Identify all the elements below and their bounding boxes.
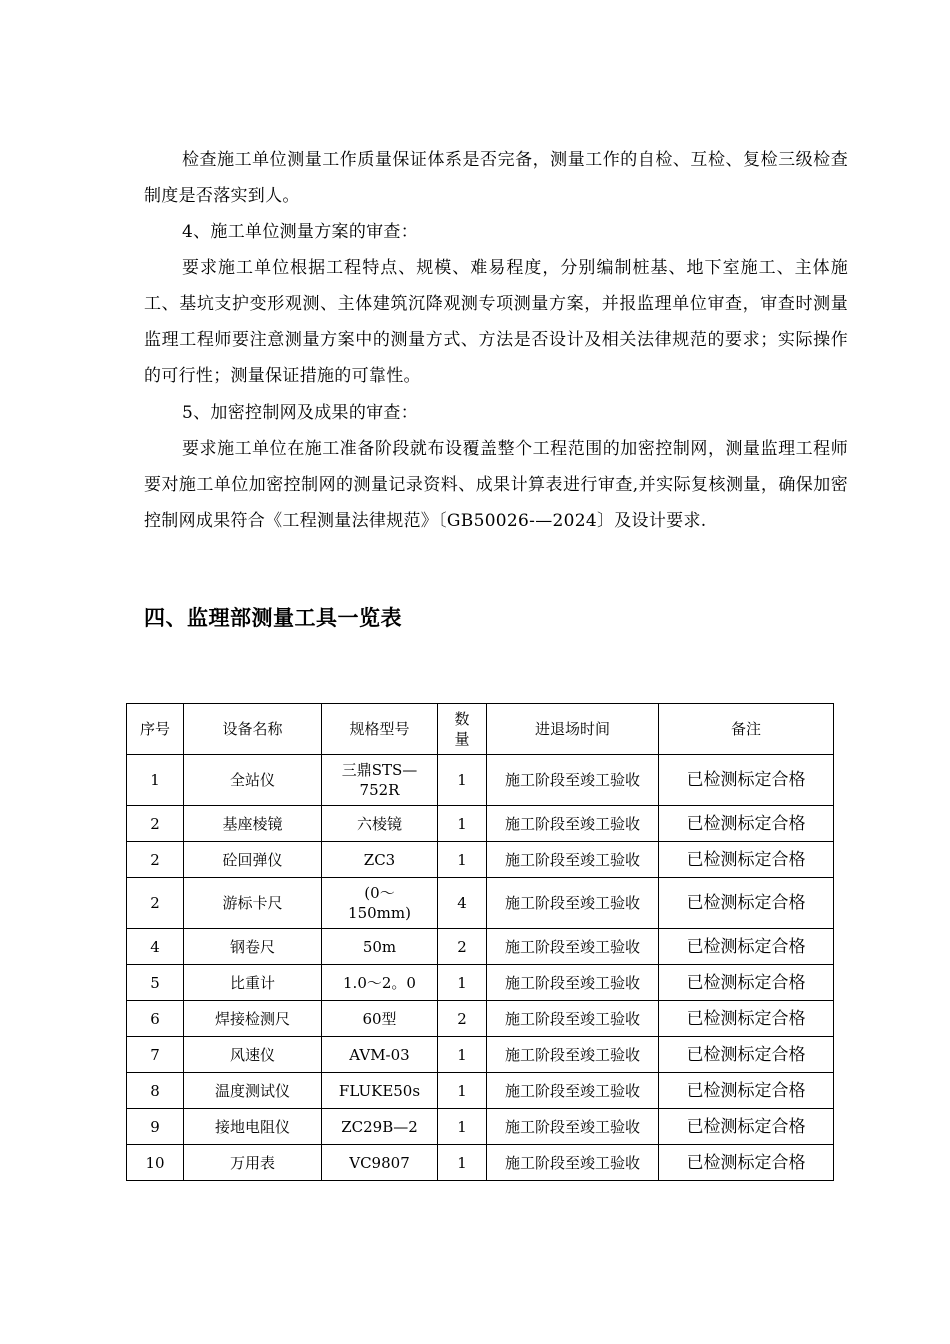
cell-device-name: 基座棱镜 <box>184 806 322 842</box>
cell-model: AVM-03 <box>322 1037 438 1073</box>
cell-remark: 已检测标定合格 <box>659 878 834 929</box>
header-index: 序号 <box>127 704 184 755</box>
table-row <box>127 806 834 842</box>
cell-index: 9 <box>127 1109 184 1145</box>
cell-quantity: 1 <box>438 755 487 806</box>
cell-model: ZC29B—2 <box>322 1109 438 1145</box>
table-row <box>127 755 834 806</box>
cell-index: 6 <box>127 1001 184 1037</box>
cell-quantity: 4 <box>438 878 487 929</box>
cell-quantity: 1 <box>438 1073 487 1109</box>
cell-period: 施工阶段至竣工验收 <box>487 842 659 878</box>
cell-remark: 已检测标定合格 <box>659 1073 834 1109</box>
header-device-name: 设备名称 <box>184 704 322 755</box>
cell-quantity: 1 <box>438 965 487 1001</box>
cell-quantity: 1 <box>438 1145 487 1181</box>
cell-remark: 已检测标定合格 <box>659 929 834 965</box>
cell-device-name: 钢卷尺 <box>184 929 322 965</box>
cell-quantity: 1 <box>438 806 487 842</box>
table-header-row <box>127 704 834 755</box>
cell-model: 三鼎STS—752R <box>322 755 438 806</box>
cell-model: (0～150mm) <box>322 878 438 929</box>
cell-model: 60型 <box>322 1001 438 1037</box>
table-row <box>127 1109 834 1145</box>
cell-remark: 已检测标定合格 <box>659 1037 834 1073</box>
paragraph-heading-survey-plan: 4、施工单位测量方案的审查： <box>182 222 419 242</box>
cell-index: 10 <box>127 1145 184 1181</box>
cell-quantity: 1 <box>438 1037 487 1073</box>
cell-index: 2 <box>127 806 184 842</box>
cell-quantity: 2 <box>438 929 487 965</box>
cell-remark: 已检测标定合格 <box>659 755 834 806</box>
cell-period: 施工阶段至竣工验收 <box>487 1001 659 1037</box>
table-row <box>127 929 834 965</box>
cell-index: 4 <box>127 929 184 965</box>
header-quantity: 数量 <box>438 704 487 755</box>
cell-period: 施工阶段至竣工验收 <box>487 1073 659 1109</box>
cell-period: 施工阶段至竣工验收 <box>487 1145 659 1181</box>
cell-period: 施工阶段至竣工验收 <box>487 1109 659 1145</box>
cell-model: FLUKE50s <box>322 1073 438 1109</box>
cell-index: 5 <box>127 965 184 1001</box>
paragraph-survey-plan-review: 要求施工单位根据工程特点、规模、难易程度，分别编制桩基、地下室施工、主体施工、基坑支护变形观测、主体建筑沉降观测专项测量方案，并报监理单位审查，审查时测量监理工程师要注意测量方案中的测量方式、方法是否设计及相关法律规范的要求；实际操作的可行性；测量保证措施的可靠性。 <box>144 258 848 386</box>
cell-model: ZC3 <box>322 842 438 878</box>
survey-tools-table <box>126 703 834 1181</box>
cell-model: 50m <box>322 929 438 965</box>
section-heading: 四、监理部测量工具一览表 <box>144 605 402 630</box>
paragraph-control-network-review: 要求施工单位在施工准备阶段就布设覆盖整个工程范围的加密控制网，测量监理工程师要对施工单位加密控制网的测量记录资料、成果计算表进行审查,并实际复核测量，确保加密控制网成果符合《工程测量法律规范》〔GB50026-—2024〕及设计要求. <box>144 439 848 531</box>
cell-index: 8 <box>127 1073 184 1109</box>
table-row <box>127 1001 834 1037</box>
cell-remark: 已检测标定合格 <box>659 1001 834 1037</box>
cell-device-name: 温度测试仪 <box>184 1073 322 1109</box>
cell-remark: 已检测标定合格 <box>659 1145 834 1181</box>
cell-period: 施工阶段至竣工验收 <box>487 878 659 929</box>
cell-remark: 已检测标定合格 <box>659 965 834 1001</box>
cell-model: 1.0～2。0 <box>322 965 438 1001</box>
cell-period: 施工阶段至竣工验收 <box>487 806 659 842</box>
table-row <box>127 1145 834 1181</box>
cell-device-name: 风速仪 <box>184 1037 322 1073</box>
table-row <box>127 842 834 878</box>
cell-device-name: 全站仪 <box>184 755 322 806</box>
cell-period: 施工阶段至竣工验收 <box>487 929 659 965</box>
cell-period: 施工阶段至竣工验收 <box>487 965 659 1001</box>
cell-remark: 已检测标定合格 <box>659 1109 834 1145</box>
header-model: 规格型号 <box>322 704 438 755</box>
cell-device-name: 接地电阻仪 <box>184 1109 322 1145</box>
cell-device-name: 万用表 <box>184 1145 322 1181</box>
table-row <box>127 965 834 1001</box>
cell-index: 2 <box>127 878 184 929</box>
cell-quantity: 1 <box>438 842 487 878</box>
cell-quantity: 1 <box>438 1109 487 1145</box>
cell-device-name: 游标卡尺 <box>184 878 322 929</box>
paragraph-quality-system: 检查施工单位测量工作质量保证体系是否完备，测量工作的自检、互检、复检三级检查制度是否落实到人。 <box>144 150 848 206</box>
table-row <box>127 878 834 929</box>
cell-model: 六棱镜 <box>322 806 438 842</box>
cell-index: 7 <box>127 1037 184 1073</box>
cell-device-name: 比重计 <box>184 965 322 1001</box>
cell-period: 施工阶段至竣工验收 <box>487 1037 659 1073</box>
cell-period: 施工阶段至竣工验收 <box>487 755 659 806</box>
cell-model: VC9807 <box>322 1145 438 1181</box>
cell-remark: 已检测标定合格 <box>659 806 834 842</box>
table-row <box>127 1073 834 1109</box>
cell-quantity: 2 <box>438 1001 487 1037</box>
cell-device-name: 砼回弹仪 <box>184 842 322 878</box>
table-row <box>127 1037 834 1073</box>
cell-index: 2 <box>127 842 184 878</box>
cell-device-name: 焊接检测尺 <box>184 1001 322 1037</box>
paragraph-heading-control-network: 5、加密控制网及成果的审查： <box>182 403 419 423</box>
cell-remark: 已检测标定合格 <box>659 842 834 878</box>
header-remark: 备注 <box>659 704 834 755</box>
cell-index: 1 <box>127 755 184 806</box>
header-period: 进退场时间 <box>487 704 659 755</box>
